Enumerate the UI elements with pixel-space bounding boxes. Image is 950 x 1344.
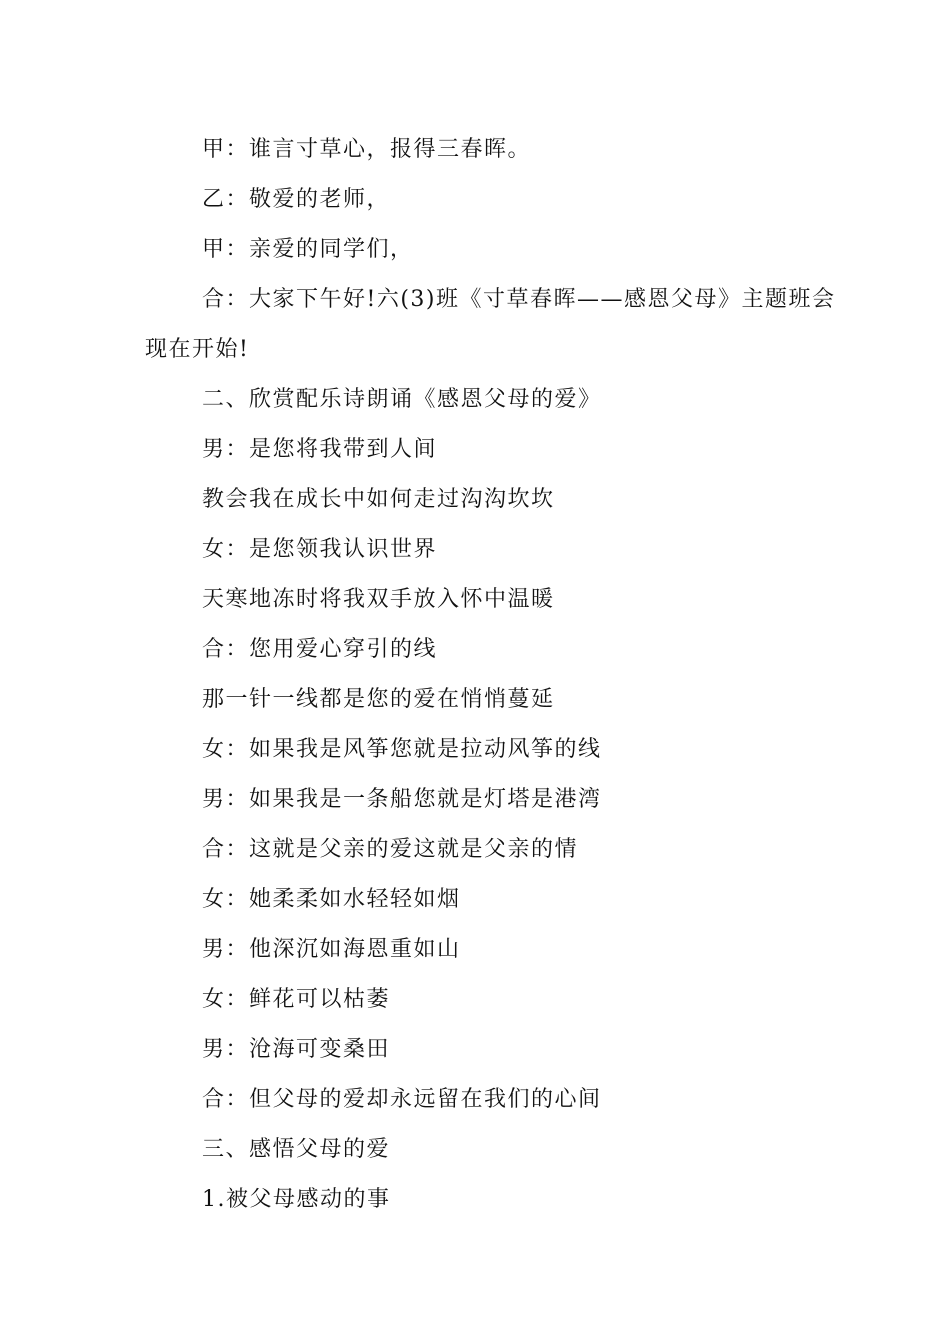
poem-line: 男：是您将我带到人间 bbox=[202, 437, 438, 462]
dialogue-line: 乙：敬爱的老师， bbox=[202, 187, 391, 212]
poem-line: 男：如果我是一条船您就是灯塔是港湾 bbox=[202, 787, 602, 812]
poem-line: 男：沧海可变桑田 bbox=[202, 1037, 391, 1062]
dialogue-line: 甲：谁言寸草心，报得三春晖。 bbox=[202, 137, 532, 162]
poem-line: 女：她柔柔如水轻轻如烟 bbox=[202, 887, 461, 912]
document-body bbox=[145, 125, 836, 1225]
dialogue-line: 甲：亲爱的同学们， bbox=[202, 237, 414, 262]
dialogue-line: 合：大家下午好!六(3)班《寸草春晖——感恩父母》主题班会 bbox=[202, 287, 836, 312]
poem-line: 合：您用爱心穿引的线 bbox=[202, 637, 438, 662]
poem-line: 女：是您领我认识世界 bbox=[202, 537, 438, 562]
section-heading: 二、欣赏配乐诗朗诵《感恩父母的爱》 bbox=[202, 387, 602, 412]
poem-line: 合：这就是父亲的爱这就是父亲的情 bbox=[202, 837, 579, 862]
list-item: 1.被父母感动的事 bbox=[202, 1187, 391, 1212]
poem-line: 女：鲜花可以枯萎 bbox=[202, 987, 391, 1012]
poem-line: 女：如果我是风筝您就是拉动风筝的线 bbox=[202, 737, 602, 762]
poem-line: 男：他深沉如海恩重如山 bbox=[202, 937, 461, 962]
section-heading: 三、感悟父母的爱 bbox=[202, 1137, 391, 1162]
dialogue-line-continuation: 现在开始! bbox=[145, 337, 250, 362]
poem-line: 合：但父母的爱却永远留在我们的心间 bbox=[202, 1087, 602, 1112]
poem-line: 那一针一线都是您的爱在悄悄蔓延 bbox=[202, 687, 555, 712]
poem-line: 教会我在成长中如何走过沟沟坎坎 bbox=[202, 487, 555, 512]
poem-line: 天寒地冻时将我双手放入怀中温暖 bbox=[202, 587, 555, 612]
